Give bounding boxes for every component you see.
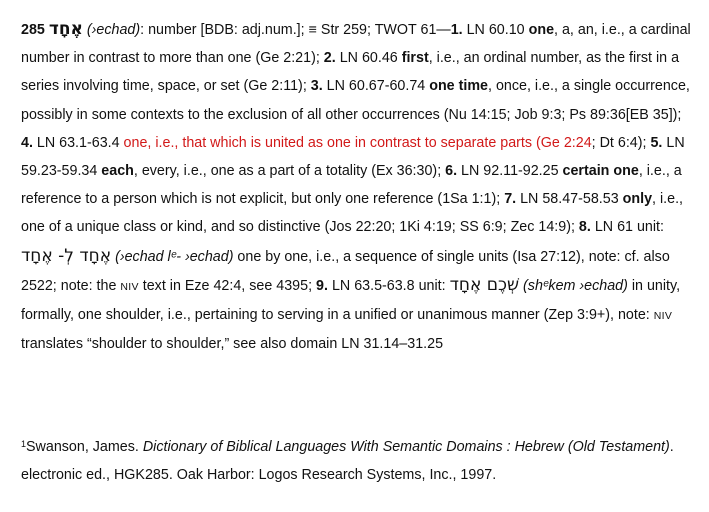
sense-7-text: , i.e., one of a unique class or kind, and so distinctive (Jos 22:20; 1Ki 4:19; SS 6:9; Zec 14:9); bbox=[21, 191, 684, 236]
entry-intro: : number [BDB: adj.num.]; ≡ Str 259; TWOT 61— bbox=[140, 22, 451, 38]
sense-3-number: 3. bbox=[310, 78, 323, 95]
sense-5-ln: LN 59.23-59.34 bbox=[21, 134, 685, 180]
sense-9-number: 9. bbox=[316, 277, 328, 294]
dictionary-entry bbox=[21, 15, 691, 358]
sense-1-number: 1. bbox=[450, 22, 463, 38]
sense-9-hebrew: שְׁכֶם אֶחָד bbox=[449, 274, 520, 295]
sense-4-highlight: one, i.e., that which is united as one in contrast to separate parts (Ge 2:24 bbox=[123, 134, 592, 151]
sense-1-ln: LN 60.10 bbox=[462, 22, 529, 38]
entry-transliteration: (›echad) bbox=[86, 22, 141, 38]
sense-8-ln: LN 61 unit: bbox=[590, 219, 664, 236]
sense-2-ln: LN 60.46 bbox=[335, 50, 402, 67]
footnote-title: Dictionary of Biblical Languages With Semantic Domains : Hebrew (Old Testament) bbox=[142, 439, 670, 455]
footnote-publication: . electronic ed., HGK285. Oak Harbor: Logos Research Systems, Inc., 1997. bbox=[21, 439, 674, 484]
sense-8-text-2: text in Eze 42:4, see 4395; bbox=[138, 277, 317, 294]
sense-5-number: 5. bbox=[650, 134, 663, 151]
sense-6-number: 6. bbox=[445, 163, 458, 180]
footnote-author: Swanson, James. bbox=[26, 439, 143, 455]
sense-8-hebrew: אֶחָד לְ- אֶחָד bbox=[21, 245, 112, 266]
sense-1-text: , a, an, i.e., a cardinal number in contrast to more than one (Ge 2:21); bbox=[21, 22, 691, 67]
sense-7-gloss: only bbox=[622, 191, 653, 208]
sense-8-text-1: one by one, i.e., a sequence of single units (Isa 27:12), note: cf. also 2522; note: the bbox=[21, 248, 670, 294]
sense-9-ln: LN 63.5-63.8 unit: bbox=[327, 277, 450, 294]
sense-5-gloss: each bbox=[101, 163, 134, 180]
sense-4-text: ; Dt 6:4); bbox=[591, 134, 651, 151]
sense-3-ln: LN 60.67-60.74 bbox=[322, 78, 430, 95]
sense-8-transliteration: (›echad lᵉ- ›echad) bbox=[111, 248, 234, 265]
sense-9-transliteration: (shᵉkem ›echad) bbox=[519, 277, 628, 294]
sense-8-number: 8. bbox=[578, 219, 591, 236]
sense-9-text-1: in unity, formally, one shoulder, i.e., pertaining to serving in a unified or unanimous manner (Zep 3:9+), note: bbox=[21, 277, 681, 324]
sense-4-number: 4. bbox=[21, 134, 33, 151]
sense-1-gloss: one bbox=[528, 22, 555, 38]
sense-3-gloss: one time bbox=[429, 78, 489, 95]
sense-2-gloss: first bbox=[401, 50, 429, 67]
sense-6-text: , i.e., a reference to a person which is not explicit, but only one reference (1Sa 1:1); bbox=[21, 163, 682, 208]
sense-7-ln: LN 58.47-58.53 bbox=[516, 191, 623, 208]
entry-hebrew-headword: אֶחָד bbox=[48, 19, 83, 39]
dictionary-document bbox=[21, 15, 691, 484]
footnote-marker: 1 bbox=[21, 439, 27, 449]
footnote bbox=[21, 430, 691, 489]
sense-3-text: , once, i.e., a single occurrence, possibly in some contexts to the exclusion of all other occurrences (Nu 14:15; Job 9:3; Ps 89:36[EB 35]); bbox=[21, 78, 690, 123]
sense-9-text-2: translates “shoulder to shoulder,” see also domain LN 31.14–31.25 bbox=[21, 336, 444, 353]
sense-9-niv: NIV bbox=[653, 310, 673, 323]
sense-7-number: 7. bbox=[504, 191, 517, 208]
entry-number: 285 bbox=[21, 22, 45, 38]
sense-5-text: , every, i.e., one as a part of a totality (Ex 36:30); bbox=[133, 163, 446, 180]
sense-4-ln: LN 63.1-63.4 bbox=[32, 134, 124, 151]
sense-2-text: , i.e., an ordinal number, as the first in a series involving time, space, or set (Ge 2:11); bbox=[21, 50, 680, 95]
sense-8-niv: NIV bbox=[120, 280, 139, 293]
sense-2-number: 2. bbox=[323, 50, 336, 67]
sense-6-gloss: certain one bbox=[562, 163, 639, 180]
sense-6-ln: LN 92.11-92.25 bbox=[457, 163, 563, 180]
